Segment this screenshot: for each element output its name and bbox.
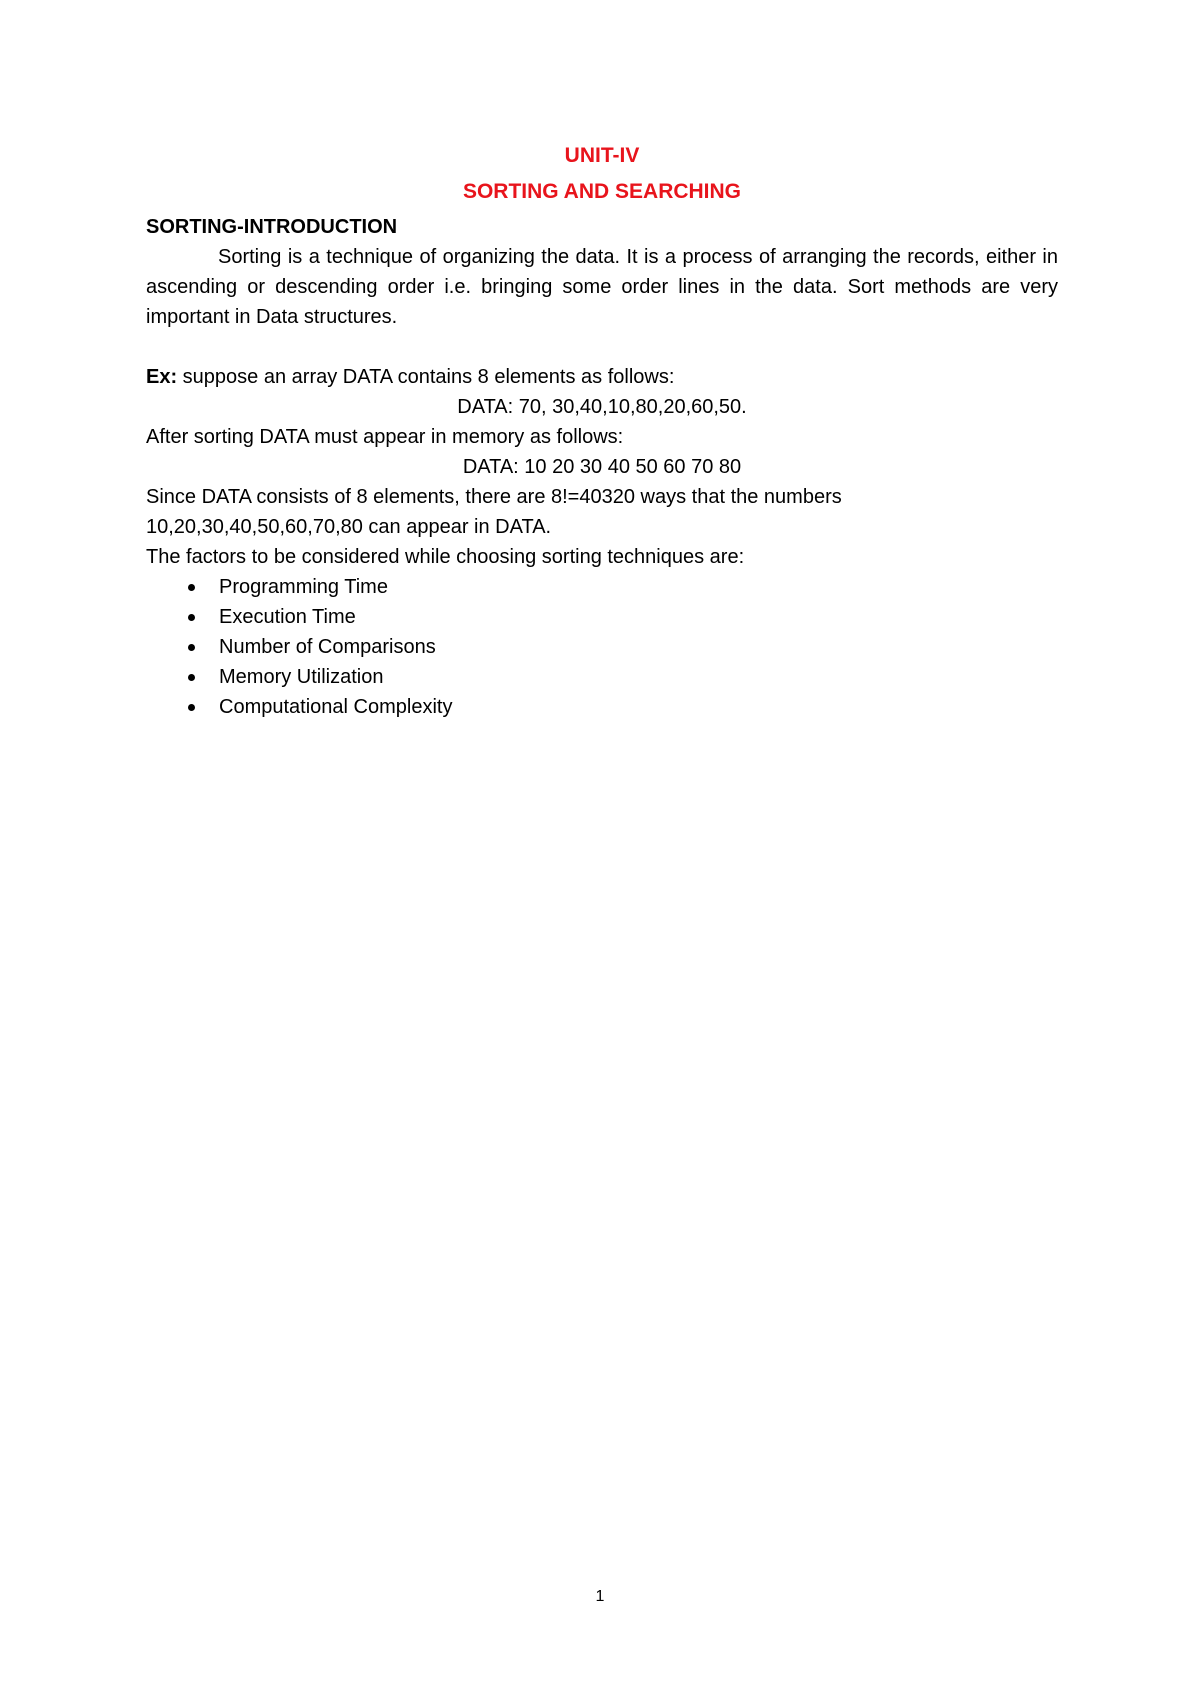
list-item-label: Number of Comparisons — [219, 636, 436, 658]
page-content — [146, 138, 1058, 722]
after-sorting-text: After sorting DATA must appear in memory as follows: — [146, 426, 624, 448]
list-item — [146, 602, 1058, 632]
since-line-2: 10,20,30,40,50,60,70,80 can appear in DATA. — [146, 516, 552, 538]
page-number: 1 — [595, 1588, 605, 1605]
intro-paragraph: Sorting is a technique of organizing the data. It is a process of arranging the records, either in ascending or descending order i.e. bringing some order lines in the data. Sort methods are very important in Data structures. — [146, 246, 1058, 328]
chapter-title: SORTING AND SEARCHING — [462, 180, 742, 203]
data-unsorted: DATA: 70, 30,40,10,80,20,60,50. — [457, 396, 747, 418]
example-text: suppose an array DATA contains 8 elements as follows: — [177, 366, 675, 388]
example-line — [146, 362, 1058, 392]
data-sorted: DATA: 10 20 30 40 50 60 70 80 — [462, 456, 742, 478]
example-label: Ex: — [146, 366, 178, 388]
list-item — [146, 662, 1058, 692]
bullet-icon — [188, 584, 195, 591]
list-item-label: Memory Utilization — [219, 666, 384, 688]
list-item-label: Execution Time — [219, 606, 356, 628]
bullet-icon — [188, 674, 195, 681]
list-item-label: Programming Time — [219, 576, 388, 598]
bullet-icon — [188, 704, 195, 711]
factors-list — [146, 572, 1058, 722]
list-item-label: Computational Complexity — [219, 696, 453, 718]
bullet-icon — [188, 644, 195, 651]
since-line-1: Since DATA consists of 8 elements, there are 8!=40320 ways that the numbers — [146, 486, 842, 508]
factors-intro: The factors to be considered while choosing sorting techniques are: — [146, 546, 745, 568]
unit-title: UNIT-IV — [564, 144, 640, 167]
bullet-icon — [188, 614, 195, 621]
list-item — [146, 692, 1058, 722]
list-item — [146, 632, 1058, 662]
section-heading: SORTING-INTRODUCTION — [146, 216, 398, 238]
list-item — [146, 572, 1058, 602]
spacer — [146, 332, 1058, 362]
